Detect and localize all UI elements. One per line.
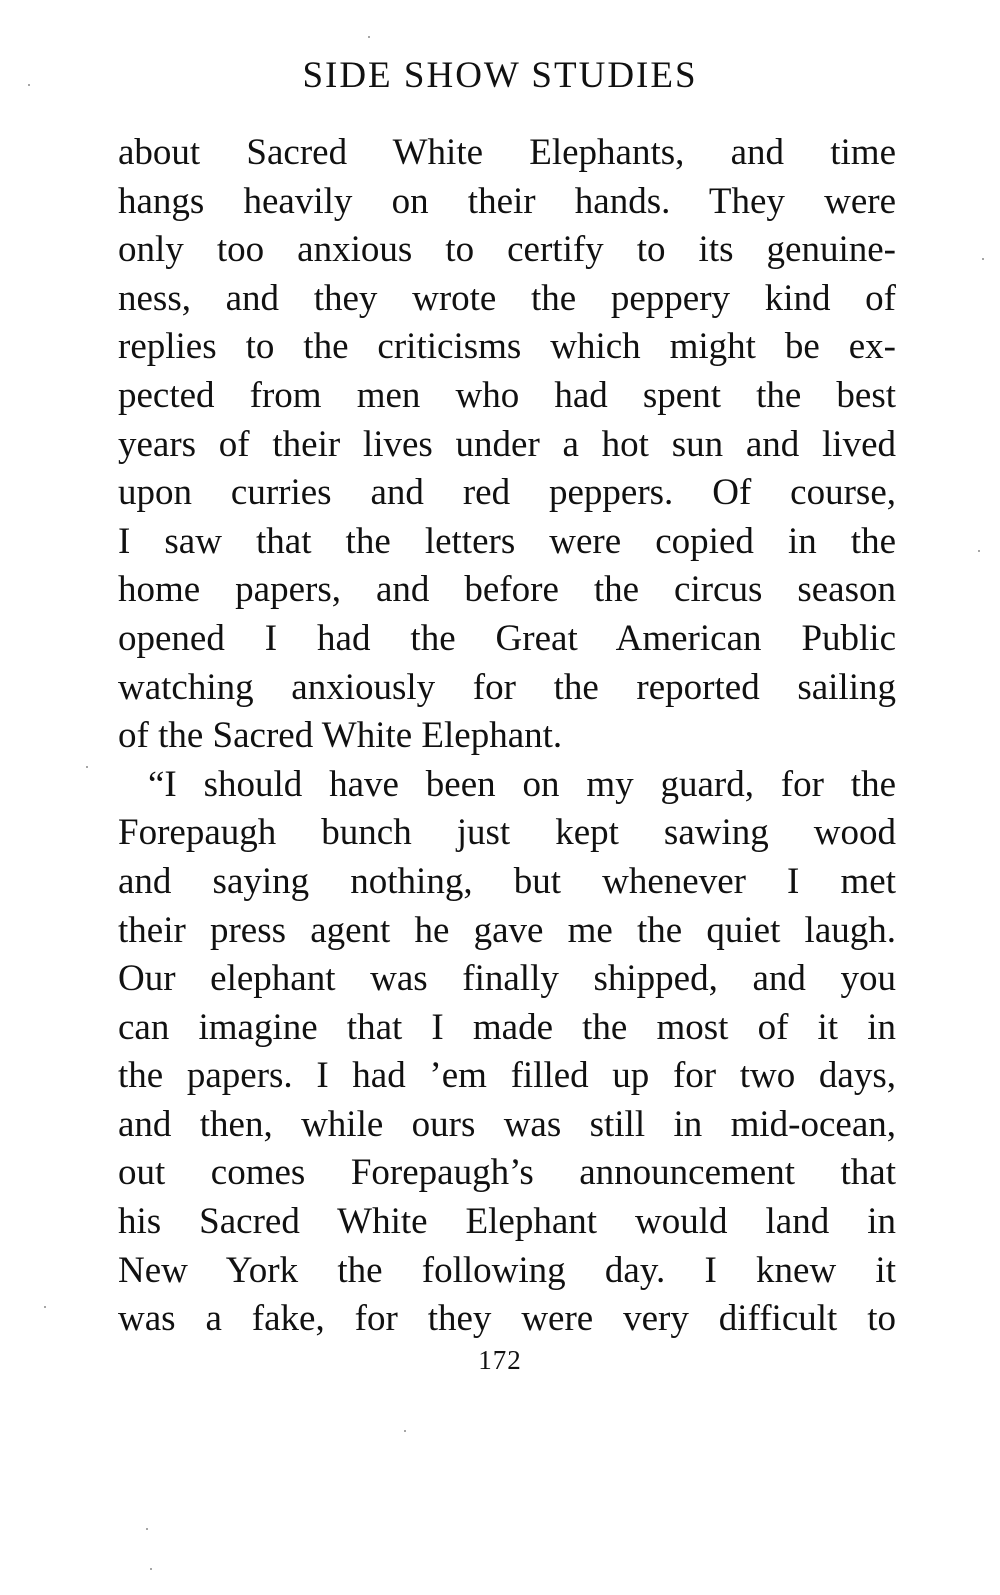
text-line: opened I had the Great American Public (118, 617, 896, 659)
text-line: was a fake, for they were very difficult to (118, 1298, 896, 1340)
text-line: replies to the criticisms which might be ex- (118, 326, 896, 368)
text-line: pected from men who had spent the best (118, 374, 896, 416)
text-line: about Sacred White Elephants, and time (118, 132, 896, 173)
text-line: out comes Forepaugh’s announcement that (118, 1152, 896, 1194)
text-line: Forepaugh bunch just kept sawing wood (118, 812, 896, 854)
text-line: ness, and they wrote the peppery kind of (118, 277, 896, 319)
text-line: home papers, and before the circus season (118, 569, 896, 611)
text-line: his Sacred White Elephant would land in (118, 1201, 896, 1243)
scan-speck (44, 1306, 46, 1308)
text-line: can imagine that I made the most of it in (118, 1006, 896, 1048)
text-line: upon curries and red peppers. Of course, (118, 472, 896, 514)
text-line: hangs heavily on their hands. They were (118, 180, 896, 222)
scan-speck (978, 550, 980, 552)
text-line: watching anxiously for the reported sailing (118, 666, 896, 708)
text-line: years of their lives under a hot sun and lived (118, 423, 896, 465)
scan-speck (404, 1430, 406, 1432)
paragraph-first-line: “I should have been on my guard, for the (148, 763, 896, 805)
text-line: New York the following day. I knew it (118, 1249, 896, 1291)
page-number: 172 (478, 1345, 522, 1375)
text-line: the papers. I had ’em filled up for two days, (118, 1055, 896, 1097)
scan-speck (368, 36, 370, 38)
text-line: their press agent he gave me the quiet laugh. (118, 909, 896, 951)
body-text (118, 129, 896, 1344)
scan-speck (150, 1568, 152, 1570)
scan-speck (146, 1528, 148, 1530)
paragraph-last-line: of the Sacred White Elephant. (118, 715, 563, 757)
text-line: and saying nothing, but whenever I met (118, 860, 896, 902)
scan-speck (28, 84, 30, 86)
running-head: SIDE SHOW STUDIES (302, 55, 698, 96)
scan-speck (86, 766, 88, 768)
text-line: and then, while ours was still in mid-ocean, (118, 1103, 896, 1145)
text-line: only too anxious to certify to its genuine- (118, 229, 896, 271)
text-line: Our elephant was finally shipped, and you (118, 958, 896, 1000)
text-line: I saw that the letters were copied in the (118, 520, 896, 562)
scan-speck (982, 258, 984, 260)
